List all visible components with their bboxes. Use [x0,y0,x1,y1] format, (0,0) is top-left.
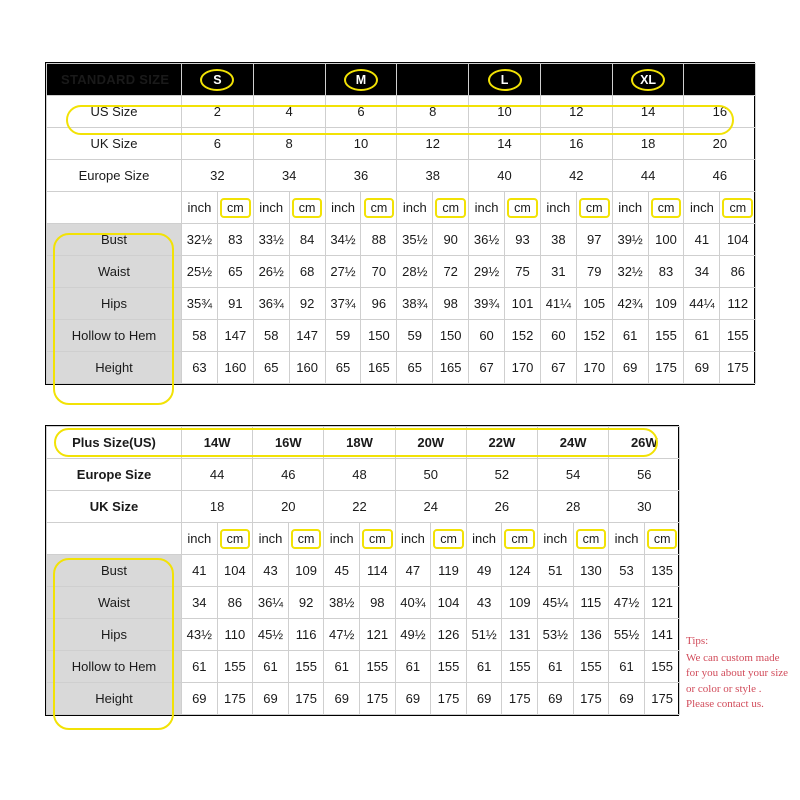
cell-waist-7: 72 [433,256,469,288]
plus-unit-inch-5: inch [538,523,574,555]
plus-cell-hips-12: 55½ [609,619,645,651]
plus-cell-waist-5: 98 [360,587,396,619]
table-row [47,320,756,352]
cell-hips-4: 37¾ [325,288,361,320]
plus-cell-hth-8: 61 [466,651,502,683]
plus-cell-bust-5: 114 [360,555,396,587]
plus-cell-waist-8: 43 [466,587,502,619]
cell-plus-uk-5: 28 [538,491,609,523]
table-row [47,683,680,715]
plus-cell-hth-1: 155 [217,651,253,683]
row-label-uk-size: UK Size [47,128,182,160]
row-label-waist: Waist [47,256,182,288]
cell-bust-11: 97 [576,224,612,256]
cell-uk-size-5: 16 [540,128,612,160]
table-row [47,256,756,288]
unit-inch-2: inch [325,192,361,224]
cell-height-7: 165 [433,352,469,384]
plus-cell-hth-5: 155 [360,651,396,683]
plus-cell-hips-10: 53½ [538,619,574,651]
cell-height-10: 67 [540,352,576,384]
cell-hth-7: 150 [433,320,469,352]
cell-hips-1: 91 [217,288,253,320]
cell-waist-15: 86 [720,256,756,288]
cell-plus-size-3: 20W [395,427,466,459]
cell-plus-eu-5: 54 [538,459,609,491]
cell-height-11: 170 [576,352,612,384]
table-row [47,459,680,491]
cell-eu-size-4: 40 [469,160,541,192]
plus-cell-height-3: 175 [288,683,324,715]
cell-us-size-7: 16 [684,96,756,128]
cell-us-size-3: 8 [397,96,469,128]
plus-cell-hips-3: 116 [288,619,324,651]
cell-plus-size-4: 22W [466,427,537,459]
unit-inch-3: inch [397,192,433,224]
plus-cell-height-1: 175 [217,683,253,715]
size-letter-m: M [344,69,378,91]
cell-height-5: 165 [361,352,397,384]
plus-cell-waist-1: 86 [217,587,253,619]
plus-cell-waist-11: 115 [573,587,609,619]
table-row [47,352,756,384]
plus-cell-waist-4: 38½ [324,587,360,619]
cell-height-0: 63 [182,352,218,384]
plus-unit-cm-3: cm [431,523,467,555]
cell-uk-size-3: 12 [397,128,469,160]
cell-hth-15: 155 [720,320,756,352]
plus-cell-waist-12: 47½ [609,587,645,619]
tips-line-2: for you about your size [686,667,789,679]
plus-cell-hth-7: 155 [431,651,467,683]
standard-header-row [47,64,756,96]
plus-cell-hips-1: 110 [217,619,253,651]
unit-inch-6: inch [612,192,648,224]
cell-hth-0: 58 [182,320,218,352]
cell-bust-9: 93 [505,224,541,256]
cell-hips-13: 109 [648,288,684,320]
plus-header-row [47,427,680,459]
cell-hips-8: 39¾ [469,288,505,320]
plus-cell-bust-0: 41 [182,555,218,587]
cell-eu-size-6: 44 [612,160,684,192]
plus-cell-waist-2: 36¼ [253,587,289,619]
cell-plus-size-0: 14W [182,427,253,459]
unit-inch-7: inch [684,192,720,224]
cell-plus-uk-4: 26 [466,491,537,523]
cell-waist-11: 79 [576,256,612,288]
cell-plus-eu-1: 46 [253,459,324,491]
cell-uk-size-2: 10 [325,128,397,160]
plus-row-label-hollow-to-hem: Hollow to Hem [47,651,182,683]
cell-plus-uk-6: 30 [609,491,680,523]
cell-uk-size-1: 8 [253,128,325,160]
cell-us-size-1: 4 [253,96,325,128]
plus-cell-hth-6: 61 [395,651,431,683]
cell-plus-uk-2: 22 [324,491,395,523]
cell-hips-7: 98 [433,288,469,320]
size-letter-m-cell [325,64,397,96]
plus-cell-hips-5: 121 [360,619,396,651]
cell-height-1: 160 [217,352,253,384]
plus-cell-hth-0: 61 [182,651,218,683]
tips-block [686,634,798,713]
cell-eu-size-5: 42 [540,160,612,192]
cell-waist-12: 32½ [612,256,648,288]
plus-cell-bust-3: 109 [288,555,324,587]
cell-hips-10: 41¼ [540,288,576,320]
cell-us-size-5: 12 [540,96,612,128]
plus-cell-bust-11: 130 [573,555,609,587]
plus-cell-hth-10: 61 [538,651,574,683]
plus-unit-cm-0: cm [217,523,253,555]
cell-uk-size-4: 14 [469,128,541,160]
cell-bust-15: 104 [720,224,756,256]
unit-cm-5: cm [576,192,612,224]
cell-bust-14: 41 [684,224,720,256]
plus-row-label-bust: Bust [47,555,182,587]
size-letter-s-cell [182,64,254,96]
plus-cell-bust-13: 135 [644,555,680,587]
size-letter-xl-cell [612,64,684,96]
header-spacer-3 [540,64,612,96]
plus-cell-hips-13: 141 [644,619,680,651]
unit-row-label [47,192,182,224]
cell-hth-12: 61 [612,320,648,352]
plus-cell-waist-13: 121 [644,587,680,619]
cell-height-9: 170 [505,352,541,384]
row-label-height: Height [47,352,182,384]
cell-eu-size-1: 34 [253,160,325,192]
table-row [47,651,680,683]
cell-plus-eu-3: 50 [395,459,466,491]
cell-hips-6: 38¾ [397,288,433,320]
plus-cell-waist-3: 92 [288,587,324,619]
plus-cell-waist-9: 109 [502,587,538,619]
plus-unit-cm-1: cm [288,523,324,555]
cell-plus-uk-1: 20 [253,491,324,523]
table-row [47,288,756,320]
table-row [47,587,680,619]
plus-unit-inch-1: inch [253,523,289,555]
standard-table [46,63,756,384]
cell-hips-15: 112 [720,288,756,320]
cell-bust-5: 88 [361,224,397,256]
cell-hips-3: 92 [289,288,325,320]
cell-hth-6: 59 [397,320,433,352]
cell-bust-7: 90 [433,224,469,256]
cell-hips-0: 35¾ [182,288,218,320]
cell-us-size-2: 6 [325,96,397,128]
cell-plus-size-5: 24W [538,427,609,459]
plus-cell-hips-0: 43½ [182,619,218,651]
row-label-us-size: US Size [47,96,182,128]
table-row [47,96,756,128]
plus-unit-cm-2: cm [360,523,396,555]
plus-cell-bust-12: 53 [609,555,645,587]
table-row [47,555,680,587]
cell-hth-11: 152 [576,320,612,352]
cell-height-3: 160 [289,352,325,384]
cell-uk-size-0: 6 [182,128,254,160]
cell-us-size-0: 2 [182,96,254,128]
plus-cell-height-8: 69 [466,683,502,715]
plus-cell-hth-11: 155 [573,651,609,683]
plus-cell-hth-13: 155 [644,651,680,683]
cell-height-4: 65 [325,352,361,384]
plus-unit-row [47,523,680,555]
cell-waist-0: 25½ [182,256,218,288]
plus-unit-cm-5: cm [573,523,609,555]
cell-bust-10: 38 [540,224,576,256]
cell-hips-9: 101 [505,288,541,320]
cell-hth-14: 61 [684,320,720,352]
plus-cell-height-13: 175 [644,683,680,715]
cell-hips-5: 96 [361,288,397,320]
cell-hth-2: 58 [253,320,289,352]
plus-unit-row-label [47,523,182,555]
cell-waist-9: 75 [505,256,541,288]
table-row [47,224,756,256]
cell-waist-4: 27½ [325,256,361,288]
unit-cm-6: cm [648,192,684,224]
plus-cell-hips-6: 49½ [395,619,431,651]
cell-waist-2: 26½ [253,256,289,288]
plus-size-table [45,425,679,716]
cell-waist-5: 70 [361,256,397,288]
unit-inch-5: inch [540,192,576,224]
table-row [47,128,756,160]
cell-bust-4: 34½ [325,224,361,256]
cell-hth-8: 60 [469,320,505,352]
plus-unit-inch-4: inch [466,523,502,555]
cell-waist-1: 65 [217,256,253,288]
unit-inch-1: inch [253,192,289,224]
cell-plus-eu-4: 52 [466,459,537,491]
cell-bust-2: 33½ [253,224,289,256]
plus-row-label-height: Height [47,683,182,715]
cell-plus-uk-3: 24 [395,491,466,523]
tips-line-4: Please contact us. [686,698,764,710]
plus-cell-hth-3: 155 [288,651,324,683]
unit-cm-2: cm [361,192,397,224]
cell-hth-1: 147 [217,320,253,352]
table-row [47,160,756,192]
cell-hips-12: 42¾ [612,288,648,320]
plus-cell-height-10: 69 [538,683,574,715]
plus-cell-height-2: 69 [253,683,289,715]
plus-cell-bust-9: 124 [502,555,538,587]
cell-eu-size-0: 32 [182,160,254,192]
cell-bust-3: 84 [289,224,325,256]
cell-height-13: 175 [648,352,684,384]
cell-height-14: 69 [684,352,720,384]
plus-cell-bust-6: 47 [395,555,431,587]
plus-unit-inch-0: inch [182,523,218,555]
plus-unit-inch-2: inch [324,523,360,555]
plus-cell-hth-12: 61 [609,651,645,683]
cell-bust-6: 35½ [397,224,433,256]
cell-hips-11: 105 [576,288,612,320]
plus-cell-height-7: 175 [431,683,467,715]
cell-hth-10: 60 [540,320,576,352]
header-spacer-1 [253,64,325,96]
plus-cell-waist-10: 45¼ [538,587,574,619]
plus-table [46,426,680,715]
plus-cell-height-5: 175 [360,683,396,715]
cell-bust-12: 39½ [612,224,648,256]
plus-unit-inch-3: inch [395,523,431,555]
cell-eu-size-3: 38 [397,160,469,192]
plus-cell-waist-7: 104 [431,587,467,619]
cell-height-12: 69 [612,352,648,384]
plus-unit-cm-6: cm [644,523,680,555]
tips-line-3: or color or style . [686,682,762,695]
tips-line-1: We can custom made [686,651,780,664]
plus-unit-cm-4: cm [502,523,538,555]
plus-cell-hips-7: 126 [431,619,467,651]
plus-cell-height-6: 69 [395,683,431,715]
cell-plus-eu-6: 56 [609,459,680,491]
cell-eu-size-2: 36 [325,160,397,192]
cell-hth-4: 59 [325,320,361,352]
cell-hips-14: 44¼ [684,288,720,320]
unit-cm-3: cm [433,192,469,224]
cell-bust-8: 36½ [469,224,505,256]
cell-eu-size-7: 46 [684,160,756,192]
row-label-plus-europe-size: Europe Size [47,459,182,491]
cell-uk-size-6: 18 [612,128,684,160]
plus-unit-inch-6: inch [609,523,645,555]
cell-waist-14: 34 [684,256,720,288]
plus-cell-height-9: 175 [502,683,538,715]
plus-cell-bust-2: 43 [253,555,289,587]
table-row [47,619,680,651]
plus-row-label-waist: Waist [47,587,182,619]
cell-us-size-6: 14 [612,96,684,128]
plus-cell-height-0: 69 [182,683,218,715]
row-label-hollow-to-hem: Hollow to Hem [47,320,182,352]
cell-plus-uk-0: 18 [182,491,253,523]
plus-cell-hth-9: 155 [502,651,538,683]
plus-cell-waist-0: 34 [182,587,218,619]
cell-plus-size-2: 18W [324,427,395,459]
standard-header-title: STANDARD SIZE [47,64,182,96]
unit-cm-7: cm [720,192,756,224]
cell-waist-6: 28½ [397,256,433,288]
cell-plus-size-1: 16W [253,427,324,459]
cell-plus-eu-2: 48 [324,459,395,491]
plus-cell-hips-2: 45½ [253,619,289,651]
cell-uk-size-7: 20 [684,128,756,160]
cell-bust-1: 83 [217,224,253,256]
plus-cell-hips-9: 131 [502,619,538,651]
size-letter-xl: XL [631,69,665,91]
row-label-plus-uk-size: UK Size [47,491,182,523]
tips-title: Tips: [686,635,709,647]
cell-hth-9: 152 [505,320,541,352]
plus-cell-hips-8: 51½ [466,619,502,651]
plus-cell-hth-4: 61 [324,651,360,683]
size-letter-l: L [488,69,522,91]
unit-inch-0: inch [182,192,218,224]
cell-plus-size-6: 26W [609,427,680,459]
table-row [47,491,680,523]
header-spacer-2 [397,64,469,96]
cell-waist-13: 83 [648,256,684,288]
plus-cell-bust-1: 104 [217,555,253,587]
plus-cell-bust-10: 51 [538,555,574,587]
plus-cell-waist-6: 40¾ [395,587,431,619]
plus-cell-height-4: 69 [324,683,360,715]
size-letter-s: S [200,69,234,91]
cell-bust-13: 100 [648,224,684,256]
plus-cell-hth-2: 61 [253,651,289,683]
cell-bust-0: 32½ [182,224,218,256]
plus-cell-bust-4: 45 [324,555,360,587]
cell-height-2: 65 [253,352,289,384]
cell-waist-10: 31 [540,256,576,288]
cell-height-15: 175 [720,352,756,384]
cell-hth-5: 150 [361,320,397,352]
row-label-plus-size-us: Plus Size(US) [47,427,182,459]
cell-hth-13: 155 [648,320,684,352]
unit-cm-1: cm [289,192,325,224]
unit-inch-4: inch [469,192,505,224]
row-label-bust: Bust [47,224,182,256]
cell-height-8: 67 [469,352,505,384]
plus-cell-height-11: 175 [573,683,609,715]
row-label-hips: Hips [47,288,182,320]
cell-hips-2: 36¾ [253,288,289,320]
plus-cell-height-12: 69 [609,683,645,715]
unit-cm-0: cm [217,192,253,224]
cell-us-size-4: 10 [469,96,541,128]
plus-cell-bust-7: 119 [431,555,467,587]
standard-size-table [45,62,755,385]
size-letter-l-cell [469,64,541,96]
plus-row-label-hips: Hips [47,619,182,651]
cell-hth-3: 147 [289,320,325,352]
cell-plus-eu-0: 44 [182,459,253,491]
header-spacer-4 [684,64,756,96]
cell-waist-3: 68 [289,256,325,288]
cell-waist-8: 29½ [469,256,505,288]
plus-cell-bust-8: 49 [466,555,502,587]
cell-height-6: 65 [397,352,433,384]
plus-cell-hips-11: 136 [573,619,609,651]
plus-cell-hips-4: 47½ [324,619,360,651]
row-label-europe-size: Europe Size [47,160,182,192]
standard-unit-row [47,192,756,224]
unit-cm-4: cm [505,192,541,224]
